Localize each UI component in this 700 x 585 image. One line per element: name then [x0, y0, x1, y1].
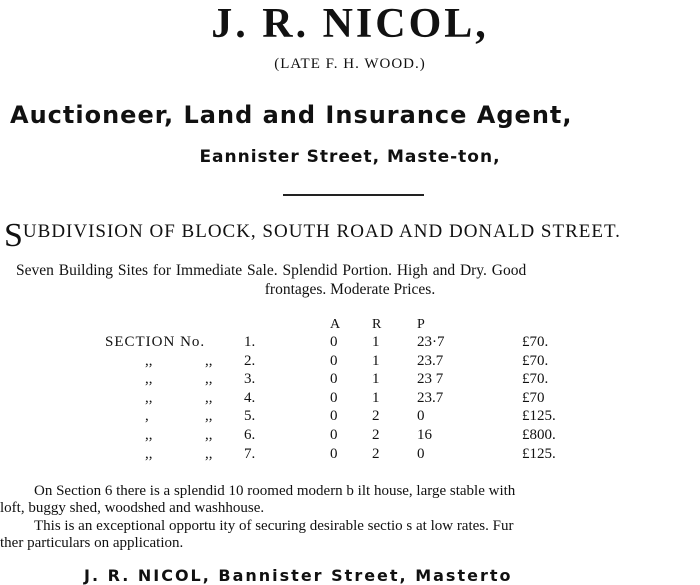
perches-value: 0: [417, 445, 425, 462]
price-value: £125.: [522, 408, 556, 425]
paragraph-2-line-1: This is an exceptional opportu ity of securing desirable sectio s at low rates. Fur: [34, 518, 514, 534]
price-value: £125.: [522, 445, 556, 462]
ditto-mark-1: ,,: [145, 371, 153, 388]
ditto-mark-2: ,,: [205, 352, 213, 369]
section-number: 5.: [244, 408, 256, 425]
heading-initial: S: [4, 217, 24, 254]
acres-value: 0: [330, 408, 338, 425]
ditto-mark-1: ,,: [145, 445, 153, 462]
late-subtitle: (LATE F. H. WOOD.): [274, 56, 426, 72]
section-number: 6.: [244, 427, 256, 443]
price-value: £70.: [522, 371, 549, 388]
profession-line: Auctioneer, Land and Insurance Agent,: [10, 101, 573, 129]
ditto-mark-2: ,,: [205, 445, 213, 462]
intro-line-2: frontages. Moderate Prices.: [264, 281, 436, 298]
acres-value: 0: [330, 445, 338, 462]
ditto-mark-1: ,,: [145, 389, 153, 406]
acres-value: 0: [330, 371, 338, 388]
page-title: J. R. NICOL,: [211, 1, 489, 47]
perches-value: 16: [417, 427, 432, 443]
header-roods: R: [372, 317, 382, 332]
ditto-mark-2: ,,: [205, 389, 213, 406]
perches-value: 23.7: [417, 389, 444, 406]
subdivision-heading: [4, 219, 621, 253]
roods-value: 1: [372, 371, 380, 388]
header-acres: A: [330, 317, 341, 332]
section-number: 4.: [244, 389, 256, 406]
acres-value: 0: [330, 352, 338, 369]
section-number: 7.: [244, 445, 256, 462]
footer-signature: J. R. NICOL, Bannister Street, Masterto: [84, 566, 513, 585]
address-line: Eannister Street, Maste-ton,: [199, 147, 501, 167]
ditto-mark-2: ,,: [205, 371, 213, 388]
roods-value: 1: [372, 334, 380, 350]
divider-rule: [283, 194, 424, 196]
perches-value: 23·7: [417, 334, 445, 350]
section-label: SECTION No.: [105, 334, 206, 350]
price-value: £70: [522, 389, 545, 406]
section-number: 1.: [244, 334, 256, 350]
intro-line-1: Seven Building Sites for Immediate Sale. Splendid Portion. High and Dry. Good: [16, 262, 527, 279]
acres-value: 0: [330, 427, 338, 443]
paragraph-2-line-2: ther particulars on application.: [0, 535, 184, 551]
roods-value: 1: [372, 352, 380, 369]
heading-text: UBDIVISION OF BLOCK, SOUTH ROAD AND DONALD STREET.: [22, 221, 621, 242]
ditto-mark-1: ,: [145, 408, 149, 425]
ditto-mark-2: ,,: [205, 408, 213, 425]
price-value: £70.: [522, 334, 549, 350]
roods-value: 2: [372, 427, 380, 443]
paragraph-1-line-2: loft, buggy shed, woodshed and washhouse.: [0, 500, 265, 516]
price-value: £70.: [522, 352, 549, 369]
perches-value: 23 7: [417, 371, 444, 388]
perches-value: 0: [417, 408, 425, 425]
ditto-mark-1: ,,: [145, 352, 153, 369]
section-number: 2.: [244, 352, 256, 369]
roods-value: 2: [372, 445, 380, 462]
section-number: 3.: [244, 371, 256, 388]
perches-value: 23.7: [417, 352, 444, 369]
ditto-mark-2: ,,: [205, 427, 213, 443]
roods-value: 2: [372, 408, 380, 425]
price-value: £800.: [522, 427, 556, 443]
header-perches: P: [417, 317, 425, 332]
roods-value: 1: [372, 389, 380, 406]
acres-value: 0: [330, 389, 338, 406]
ditto-mark-1: ,,: [145, 427, 153, 443]
paragraph-1-line-1: On Section 6 there is a splendid 10 roomed modern b ilt house, large stable with: [34, 483, 516, 499]
acres-value: 0: [330, 334, 338, 350]
